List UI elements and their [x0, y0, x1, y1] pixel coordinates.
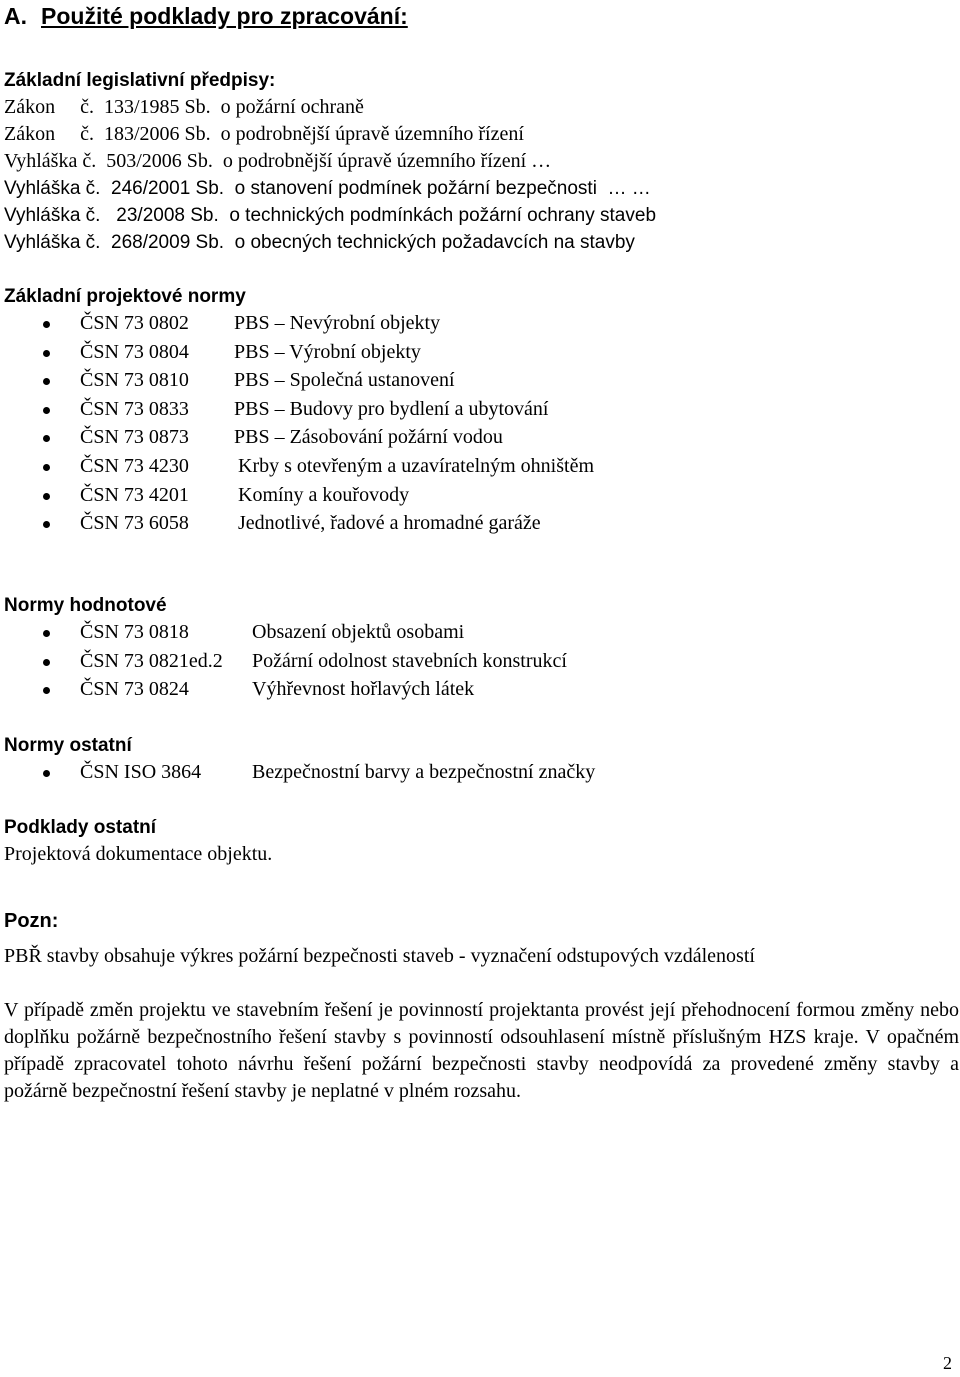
legislation-item: Zákon č. 183/2006 Sb. o podrobnější úpravě územního řízení — [4, 123, 524, 145]
bullet-icon — [43, 770, 50, 777]
page-number: 2 — [943, 1353, 952, 1373]
bullet-icon — [43, 464, 50, 471]
section-title: Použité podklady pro zpracování: — [41, 3, 408, 29]
bullet-icon — [43, 378, 50, 385]
bullet-icon — [43, 630, 50, 637]
legislation-item: Vyhláška č. 268/2009 Sb. o obecných technických požadavcích na stavby — [4, 232, 635, 253]
legislation-item: Vyhláška č. 23/2008 Sb. o technických podmínkách požární ochrany staveb — [4, 205, 657, 226]
legislation-block — [4, 67, 656, 256]
legislation-item: Vyhláška č. 246/2001 Sb. o stanovení podmínek požární bezpečnosti … … — [4, 178, 651, 199]
basic-norms-title: Základní projektové normy — [4, 286, 246, 307]
note-paragraph: V případě změn projektu ve stavebním řešení je povinností projektanta provést její přehodnocení formou změny nebo doplňku požárně bezpečnostního řešení stavby s povinností odsouhlasení místně příslušným HZS kraje. V opačném případě zpracovatel tohoto návrhu řešení požární bezpečnosti stavby neodpovídá za provedené změny stavby a požárně bezpečnostní řešení stavby je neplatné v plném rozsahu. — [4, 999, 959, 1102]
bullet-icon — [43, 659, 50, 666]
section-number: A. — [4, 3, 27, 29]
bullet-icon — [43, 350, 50, 357]
other-sources-title: Podklady ostatní — [4, 817, 157, 838]
bullet-icon — [43, 435, 50, 442]
bullet-icon — [43, 493, 50, 500]
other-sources-block — [4, 814, 272, 868]
bullet-icon — [43, 687, 50, 694]
note-line: PBŘ stavby obsahuje výkres požární bezpečnosti staveb - vyznačení odstupových vzdáleností — [4, 945, 755, 967]
legislation-item: Vyhláška č. 503/2006 Sb. o podrobnější úpravě územního řízení … — [4, 150, 552, 172]
value-norms-title: Normy hodnotové — [4, 595, 167, 616]
other-sources-text: Projektová dokumentace objektu. — [4, 843, 273, 865]
bullet-icon — [43, 521, 50, 528]
bullet-icon — [43, 407, 50, 414]
other-norms-title: Normy ostatní — [4, 735, 132, 756]
legislation-title: Základní legislativní předpisy: — [4, 70, 276, 91]
bullet-icon — [43, 321, 50, 328]
document-page: A. Použité podklady pro zpracování: Základní legislativní předpisy: Zákon č. 133/1985 Sb. o požární ochraně Zákon č. 183/2006 Sb. o podrobnější úpravě územního řízení Vyhláška č. 503/2006 Sb. o podrobnější úpravě územního řízení … Vyhláška č. 246/2001 Sb. o stanovení podmínek požární bezpečnosti … … Vyhláška č. 23/2008 Sb. o technických podmínkách požární ochrany staveb Vyhláška č. 268/2009 Sb. o obecných technických požadavcích na stavby Základní projektové normy ČSN 73 0802 PBS – Nevýrobní objekty ČSN 73 0804 PBS – Výrobní objekty ČSN 73 0810 PBS – Společná ustanovení ČSN 73 0833 PBS – Budovy pro bydlení a ubytování ČSN 73 0873 PBS – Zásobování požární vodou ČSN 73 4230 Krby s otevřeným a uzavíratelným ohništěm ČSN 73 4201 Komíny a kouřovody ČSN 73 6058 Jednotlivé, řadové a hromadné garáže Normy hodnotové ČSN 73 0818 Obsazení objektů osobami ČSN 73 0821ed.2 Požární odolnost stavebních konstrukcí ČSN 73 0824 Výhřevnost hořlavých látek Normy ostatní ČSN ISO 3864 Bezpečnostní barvy a bezpečnostní značky Podklady ostatní Projektová dokumentace objektu. Pozn: PBŘ stavby obsahuje výkres požární bezpečnosti staveb - vyznačení odstupových vzdáleností V případě změn projektu ve stavebním řešení je povinností projektanta provést její přehodnocení formou změny nebo doplňku požárně bezpečnostního řešení stavby s povinností odsouhlasení místně příslušným HZS kraje. V opačném případě zpracovatel tohoto návrhu řešení požární bezpečnosti stavby neodpovídá za provedené změny stavby a požárně bezpečnostní řešení stavby je neplatné v plném rozsahu. 2 — [4, 3, 959, 1373]
legislation-item: Zákon č. 133/1985 Sb. o požární ochraně — [4, 96, 364, 118]
note-title: Pozn: — [4, 910, 59, 932]
section-heading — [4, 2, 408, 30]
